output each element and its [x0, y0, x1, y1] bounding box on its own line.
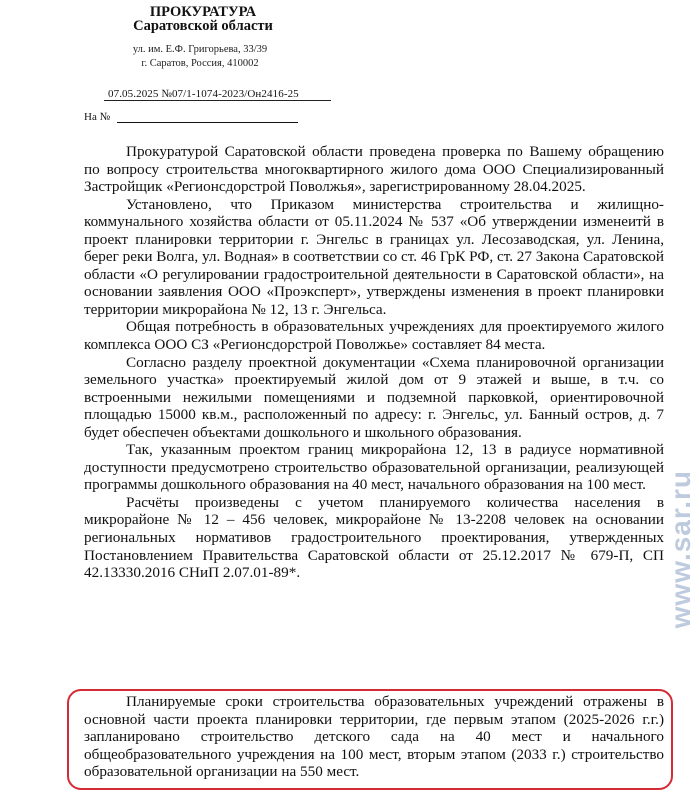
org-region: Саратовской области	[133, 18, 273, 34]
paragraph: Установлено, что Приказом министерства строительства и жилищно-коммунального хозяйства области от 05.11.2024 № 537 «Об утверждении изменеитй в проект планировки территории г. Энгельс в границах ул. Лесозаводская, ул. Ленина, берег реки Волга, ул. Водная» в соответствии со ст. 46 ГрК РФ, ст. 27 Закона Саратовской области «О регулировании градостроительной деятельности в Саратовской области», на основании заявления ООО «Проэксперт», утверждены изменения в проект планировки территории микрорайона № 12, 13 г. Энгельса.	[84, 195, 664, 318]
paragraph: Так, указанным проектом границ микрорайона 12, 13 в радиусе нормативной доступности предусмотрено строительство образовательной организации, реализующей программы дошкольного образования на 40 мест, начального образования на 100 мест.	[84, 441, 664, 494]
paragraph: Расчёты произведены с учетом планируемого количества населения в микрорайоне № 12 – 456 человек, микрорайоне № 13-2208 человек на основании региональных нормативов градостроительного проектирования, утвержденных Постановлением Правительства Саратовской области от 25.12.2017 № 679-П, СП 42.13330.2016 СНиП 2.07.01-89*.	[84, 493, 664, 582]
reference-blank-line	[117, 122, 298, 123]
registration-number: 07.05.2025 №07/1-1074-2023/Он2416-25	[104, 88, 331, 101]
org-name: ПРОКУРАТУРА	[149, 4, 257, 20]
paragraph: Согласно разделу проектной документации «Схема планировочной организации земельного участка» проектируемый жилой дом от 9 этажей и выше, в т.ч. со встроенными нежилыми помещениями и подземной парковкой, ориентировочной площадью 15000 кв.м., расположенный по адресу: г. Энгельс, ул. Банный остров, д. 7 будет обеспечен объектами дошкольного и школьного образования.	[84, 353, 664, 441]
reference-label: На №	[84, 111, 111, 123]
watermark-logo: www.sar.ru	[665, 470, 696, 629]
paragraph: Общая потребность в образовательных учреждениях для проектируемого жилого комплекса ООО СЗ «Регионсдорстрой Поволжье» составляет 84 места.	[84, 318, 664, 354]
red-highlight-box	[67, 689, 673, 790]
org-address-street: ул. им. Е.Ф. Григорьева, 33/39	[132, 44, 268, 55]
highlighted-paragraph: Планируемые сроки строительства образовательных учреждений отражены в основной части проекта планировки территории, где первым этапом (2025-2026 г.г.) запланировано строительство детского сада на 40 мест и начального общеобразовательного учреждения на 100 мест, вторым этапом (2033 г.) строительство образовательной организации на 550 мест.	[84, 693, 664, 781]
paragraph: Прокуратурой Саратовской области проведена проверка по Вашему обращению по вопросу строительства многоквартирного жилого дома ООО Специализированный Застройщик «Регионсдорстрой Поволжья», зарегистрированному 28.04.2025.	[84, 143, 664, 196]
org-address-city: г. Саратов, Россия, 410002	[141, 58, 259, 69]
letter-body	[84, 143, 664, 582]
